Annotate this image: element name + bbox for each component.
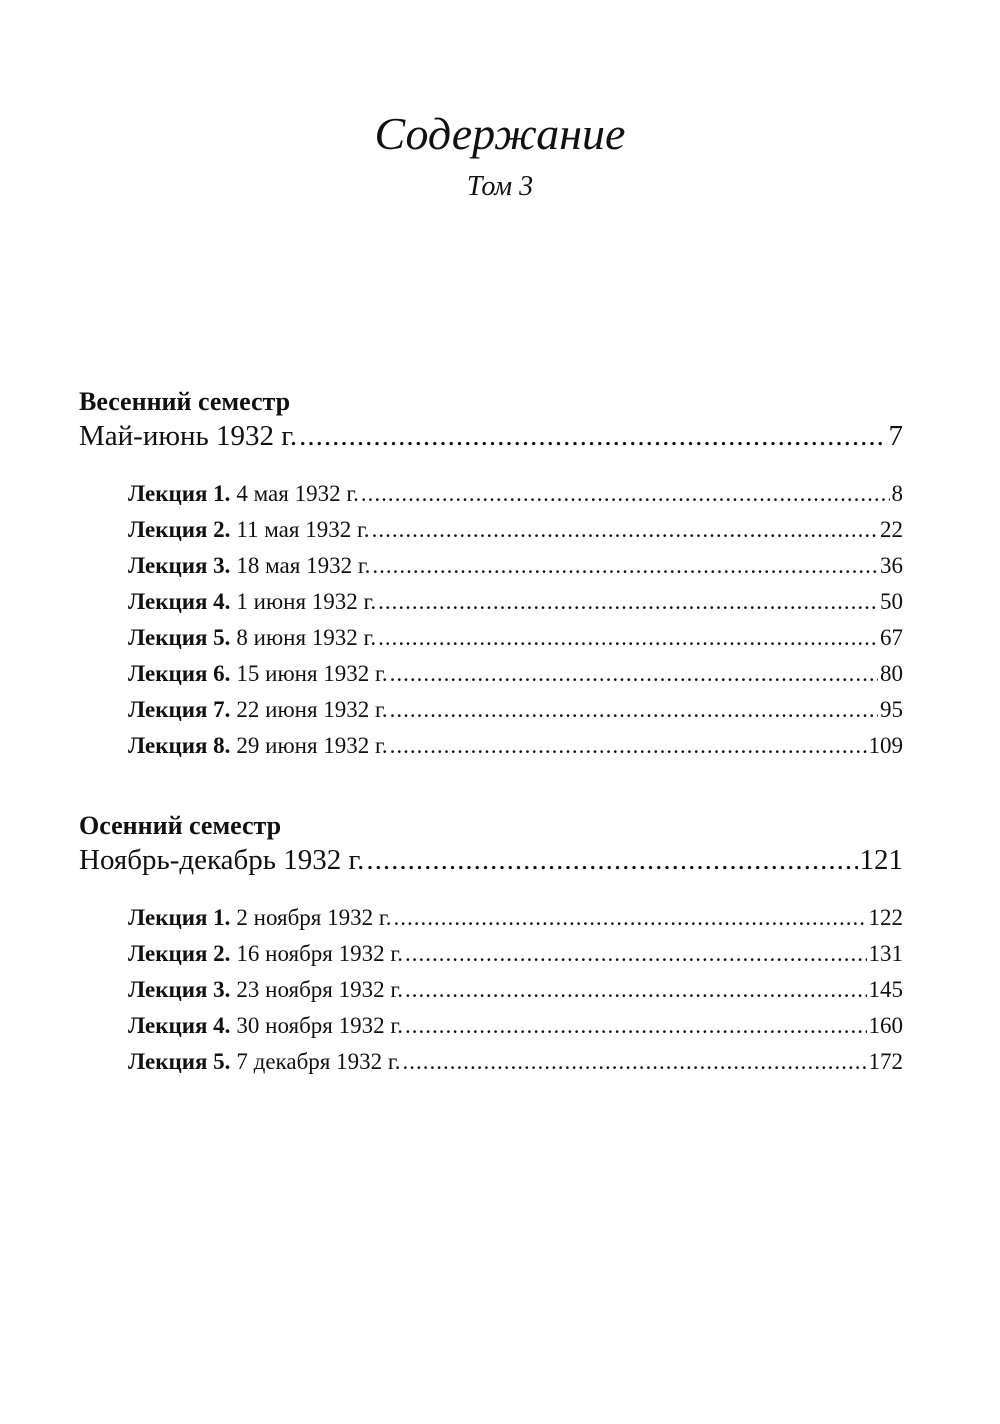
lecture-label: Лекция 4. — [128, 1013, 231, 1038]
toc-main-label: Ноябрь-декабрь 1932 г. — [79, 844, 365, 876]
lecture-label: Лекция 3. — [128, 977, 231, 1002]
page-number: 8 — [891, 481, 903, 506]
dot-leader — [402, 1044, 866, 1080]
dot-leader — [361, 476, 890, 512]
toc-main-label: Май-июнь 1932 г. — [79, 420, 298, 452]
toc-lecture-entry[interactable] — [128, 728, 903, 764]
page-number: 80 — [880, 661, 903, 686]
dot-leader — [372, 548, 878, 584]
lecture-date: 8 июня 1932 г. — [236, 625, 377, 650]
section-spring — [79, 386, 903, 764]
page-number: 7 — [888, 420, 903, 452]
toc-lecture-entry[interactable] — [128, 476, 903, 512]
toc-lecture-entry[interactable] — [128, 1008, 903, 1044]
lecture-date: 18 мая 1932 г. — [236, 553, 371, 578]
lecture-label: Лекция 6. — [128, 661, 231, 686]
section-heading: Весенний семестр — [79, 387, 291, 416]
toc-main-entry[interactable] — [79, 418, 903, 454]
page-number: 109 — [868, 733, 903, 758]
lecture-list — [79, 900, 903, 1080]
dot-leader — [366, 842, 857, 878]
lecture-date: 30 ноября 1932 г. — [236, 1013, 403, 1038]
lecture-label: Лекция 3. — [128, 553, 231, 578]
lecture-label: Лекция 5. — [128, 625, 231, 650]
page-number: 121 — [859, 844, 903, 876]
dot-leader — [372, 512, 878, 548]
dot-leader — [378, 584, 878, 620]
page-number: 95 — [880, 697, 903, 722]
page-title: Содержание — [374, 108, 626, 159]
lecture-label: Лекция 2. — [128, 517, 231, 542]
lecture-date: 16 ноября 1932 г. — [236, 941, 403, 966]
lecture-label: Лекция 5. — [128, 1049, 231, 1074]
page-number: 172 — [868, 1049, 903, 1074]
section-heading: Осенний семестр — [79, 811, 282, 840]
toc-lecture-entry[interactable] — [128, 620, 903, 656]
lecture-label: Лекция 4. — [128, 589, 231, 614]
toc-lecture-entry[interactable] — [128, 512, 903, 548]
lecture-label: Лекция 7. — [128, 697, 231, 722]
volume-subtitle: Том 3 — [466, 171, 534, 202]
page-number: 145 — [868, 977, 903, 1002]
dot-leader — [390, 692, 878, 728]
lecture-date: 22 июня 1932 г. — [236, 697, 388, 722]
page-number: 122 — [868, 905, 903, 930]
page-number: 160 — [868, 1013, 903, 1038]
toc-lecture-entry[interactable] — [128, 900, 903, 936]
page-number: 131 — [868, 941, 903, 966]
lecture-date: 23 ноября 1932 г. — [236, 977, 403, 1002]
toc-main-entry[interactable] — [79, 842, 903, 878]
lecture-label: Лекция 2. — [128, 941, 231, 966]
page-number: 22 — [880, 517, 903, 542]
toc-lecture-entry[interactable] — [128, 972, 903, 1008]
toc-lecture-entry[interactable] — [128, 936, 903, 972]
dot-leader — [299, 418, 886, 454]
dot-leader — [390, 728, 867, 764]
toc-lecture-entry[interactable] — [128, 1044, 903, 1080]
lecture-label: Лекция 8. — [128, 733, 231, 758]
lecture-date: 29 июня 1932 г. — [236, 733, 388, 758]
toc-lecture-entry[interactable] — [128, 584, 903, 620]
page-number: 36 — [880, 553, 903, 578]
lecture-date: 15 июня 1932 г. — [236, 661, 388, 686]
lecture-list — [79, 476, 903, 764]
lecture-label: Лекция 1. — [128, 481, 231, 506]
toc-lecture-entry[interactable] — [128, 548, 903, 584]
dot-leader — [405, 1008, 867, 1044]
dot-leader — [378, 620, 878, 656]
lecture-label: Лекция 1. — [128, 905, 231, 930]
lecture-date: 7 декабря 1932 г. — [236, 1049, 401, 1074]
toc-lecture-entry[interactable] — [128, 692, 903, 728]
toc-lecture-entry[interactable] — [128, 656, 903, 692]
dot-leader — [405, 972, 867, 1008]
page-number: 67 — [880, 625, 903, 650]
lecture-date: 11 мая 1932 г. — [236, 517, 370, 542]
lecture-date: 1 июня 1932 г. — [236, 589, 377, 614]
dot-leader — [393, 900, 866, 936]
page-number: 50 — [880, 589, 903, 614]
section-autumn — [79, 810, 903, 1080]
lecture-date: 4 мая 1932 г. — [236, 481, 359, 506]
dot-leader — [390, 656, 878, 692]
lecture-date: 2 ноября 1932 г. — [236, 905, 392, 930]
dot-leader — [405, 936, 867, 972]
